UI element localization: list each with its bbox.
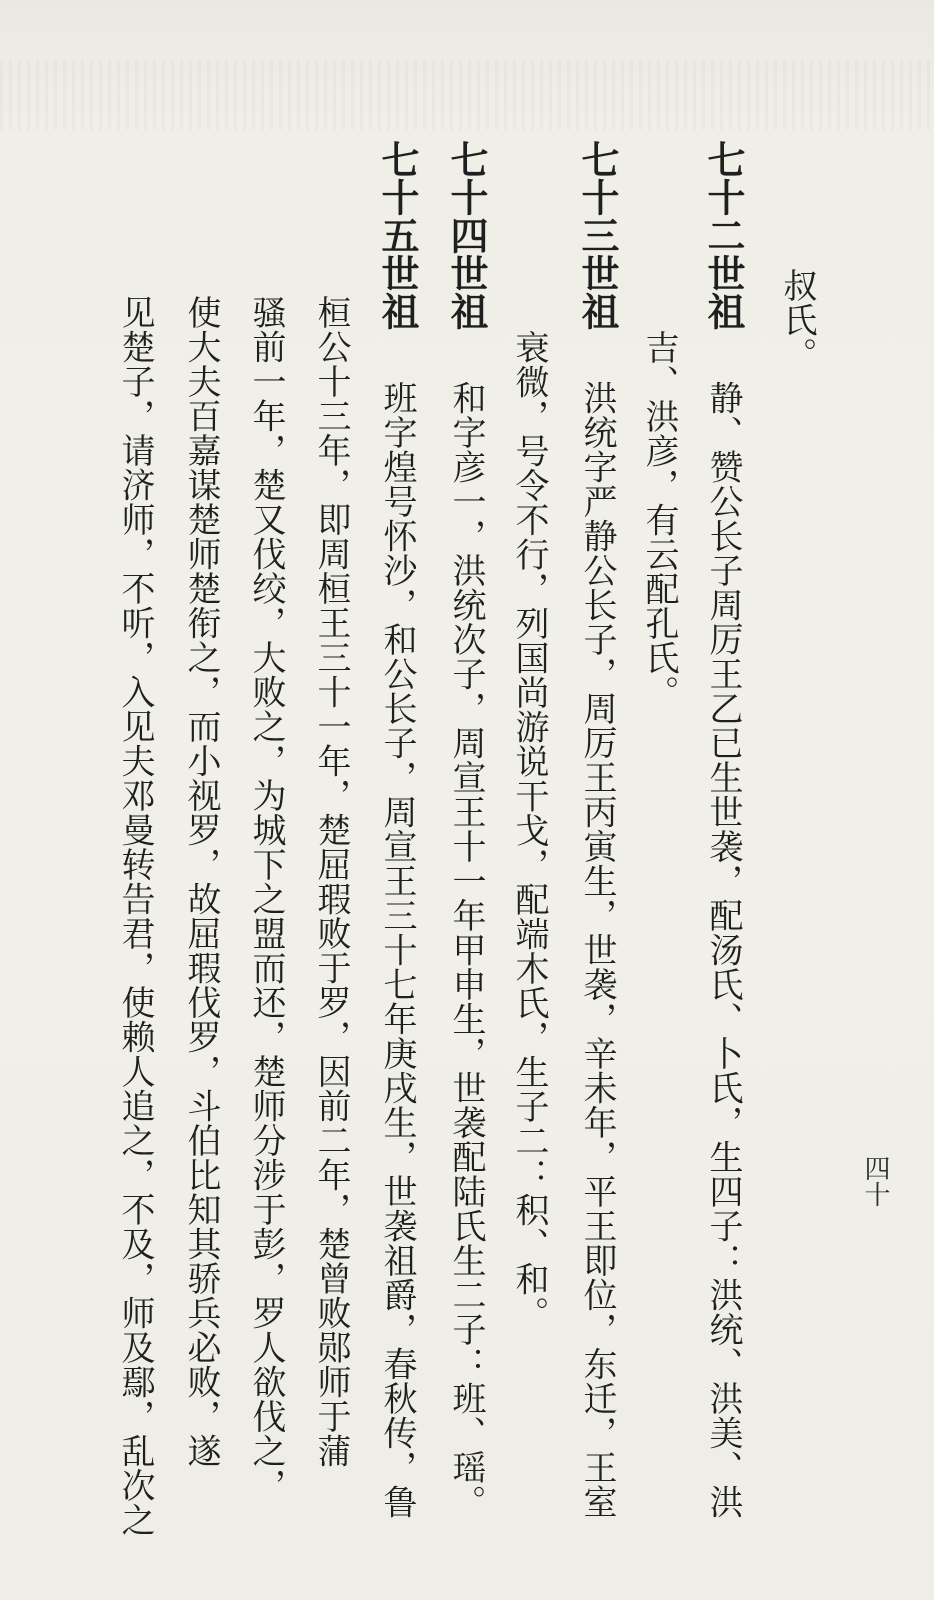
column-text: 叔氏。 [777,268,817,372]
text-column-7 [375,140,420,1519]
text-column-1 [777,268,817,372]
column-text: 静、赞公长子周厉王乙已生世袭，配汤氏、卜氏，生四子：洪统、洪美、洪 [703,380,743,1519]
text-column-4 [575,140,620,1519]
text-column-2 [701,140,746,1519]
generation-heading: 七十三世祖 [575,140,620,330]
generation-heading: 七十五世祖 [375,140,420,330]
scan-noise-band [0,60,934,130]
text-column-9 [246,295,286,1503]
column-text: 班字煌号怀沙，和公长子，周宣王三十七年庚戌生，世袭祖爵，春秋传，鲁 [377,380,417,1519]
column-text: 吉、洪彦，有云配孔氏。 [639,330,679,710]
text-column-5 [509,330,549,1331]
column-text: 使大夫百嘉谋楚师楚衔之，而小视罗，故屈瑕伐罗，斗伯比知其骄兵必败，遂 [181,295,221,1468]
text-column-11 [115,295,155,1537]
generation-heading: 七十二世祖 [701,140,746,330]
generation-heading: 七十四世祖 [444,140,489,330]
column-text: 桓公十三年，即周桓王三十一年，楚屈瑕败于罗，因前二年，楚曾败郧师于蒲 [311,295,351,1468]
text-column-6 [444,140,489,1519]
column-text: 和字彦一，洪统次子，周宣王十一年甲申生，世袭配陆氏生二子：班、瑶。 [446,380,486,1519]
text-column-8 [311,295,351,1468]
column-text: 见楚子，请济师，不听，入见夫邓曼转告君，使赖人追之，不及，师及鄢，乱次之 [115,295,155,1537]
column-text: 衰微，号令不行，列国尚游说干戈，配端木氏，生子二：积、和。 [509,330,549,1331]
page-number: 四十 [860,1155,890,1207]
column-text: 骚前一年，楚又伐绞，大败之，为城下之盟而还，楚师分涉于彭，罗人欲伐之， [246,295,286,1503]
column-text: 洪统字严静公长子，周厉王丙寅生，世袭，辛未年，平王即位，东迁，王室 [577,380,617,1519]
text-column-3 [639,330,679,710]
text-column-10 [181,295,221,1468]
